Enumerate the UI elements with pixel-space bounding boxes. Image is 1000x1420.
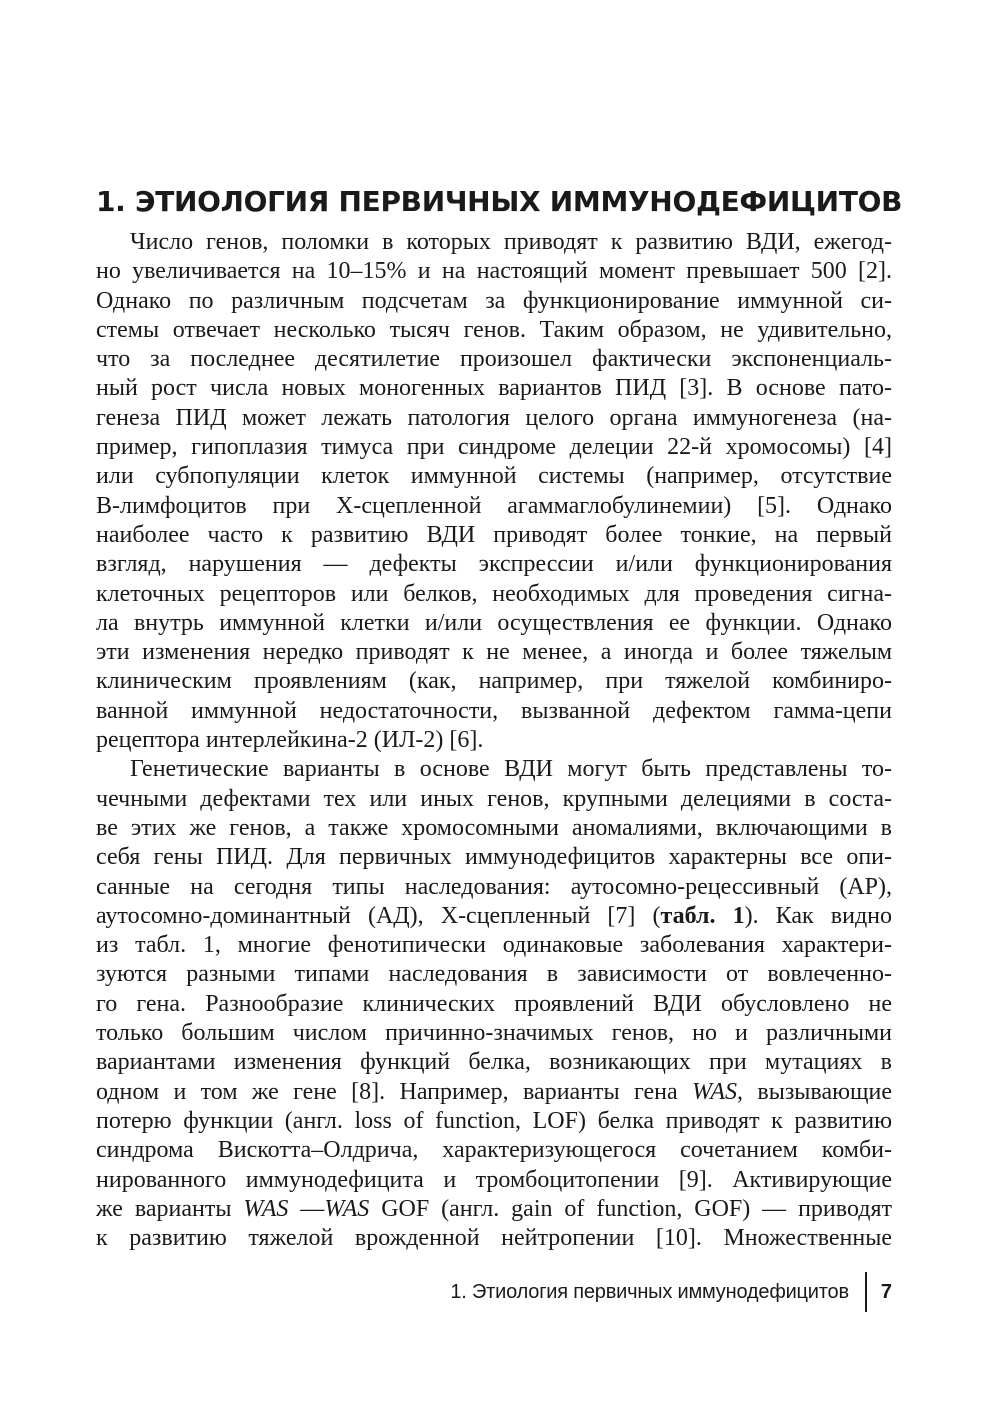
text-line: наиболее часто к развитию ВДИ приводят более тонкие, на первый: [96, 521, 892, 548]
text-line: взгляд, нарушения — дефекты экспрессии и/или функционирования: [96, 551, 892, 578]
text-line: к развитию тяжелой врожденной нейтропении [10]. Множественные: [96, 1225, 892, 1252]
text-line: потерю функции (англ. loss of function, LOF) белка приводят к развитию: [96, 1107, 892, 1134]
text-line: [96, 1078, 892, 1107]
text-line: клиническим проявлениям (как, например, при тяжелой комбиниро-: [96, 668, 892, 695]
text-line: только большим числом причинно-значимых генов, но и различными: [96, 1020, 892, 1047]
body-text: [96, 228, 892, 1253]
text-line: Число генов, поломки в которых приводят к развитию ВДИ, ежегод-: [130, 229, 892, 255]
text-line: пример, гипоплазия тимуса при синдроме делеции 22-й хромосомы) [4]: [96, 434, 892, 461]
text-line: В-лимфоцитов при Х-сцепленной агаммаглобулинемии) [5]. Однако: [96, 492, 892, 519]
text-segment: ). Как видно: [744, 902, 893, 929]
gene-name: WAS: [692, 1078, 738, 1105]
text-line: ный рост числа новых моногенных вариантов ПИД [3]. В основе пато-: [96, 375, 892, 402]
table-reference: табл. 1: [660, 902, 745, 929]
text-line: го гена. Разнообразие клинических проявлений ВДИ обусловлено не: [96, 990, 892, 1017]
text-segment: аутосомно-доминантный (АД), Х-сцепленный [7] (: [96, 902, 661, 929]
text-line: [96, 902, 892, 931]
text-line: вариантами изменения функций белка, возникающих при мутациях в: [96, 1049, 892, 1076]
text-segment: одном и том же гене [8]. Например, варианты гена: [96, 1078, 693, 1105]
text-line: Генетические варианты в основе ВДИ могут быть представлены то-: [130, 756, 892, 783]
page-number: 7: [880, 1280, 892, 1303]
chapter-heading: 1. ЭТИОЛОГИЯ ПЕРВИЧНЫХ ИММУНОДЕФИЦИТОВ: [96, 185, 903, 218]
text-line: стемы отвечает несколько тысяч генов. Таким образом, не удивительно,: [96, 316, 892, 343]
text-line: зуются разными типами наследования в зависимости от вовлеченно-: [96, 961, 892, 988]
text-line: или субпопуляции клеток иммунной системы (например, отсутствие: [96, 463, 892, 490]
running-title: 1. Этиология первичных иммунодефицитов: [450, 1280, 849, 1303]
text-line: из табл. 1, многие фенотипически одинаковые заболевания характери-: [96, 932, 892, 959]
text-line: санные на сегодня типы наследования: аутосомно-рецессивный (АР),: [96, 873, 892, 900]
text-line: синдрома Вискотта–Олдрича, характеризующегося сочетанием комби-: [96, 1137, 892, 1164]
text-line: ванной иммунной недостаточности, вызванной дефектом гамма-цепи: [96, 697, 892, 724]
page-footer: [450, 1270, 892, 1314]
text-line: [96, 1195, 892, 1224]
text-line: себя гены ПИД. Для первичных иммунодефицитов характерны все опи-: [96, 844, 892, 871]
text-segment: же варианты: [96, 1195, 244, 1222]
gene-name: WAS: [243, 1195, 289, 1222]
text-line: генеза ПИД может лежать патология целого органа иммуногенеза (на-: [96, 404, 892, 431]
text-segment: GOF (англ. gain of function, GOF) — приводят: [369, 1195, 892, 1222]
text-segment: —: [288, 1195, 325, 1222]
text-line: нированного иммунодефицита и тромбоцитопении [9]. Активирующие: [96, 1166, 892, 1193]
text-line: но увеличивается на 10–15% и на настоящий момент превышает 500 [2].: [96, 258, 892, 285]
text-segment: , вызывающие: [737, 1078, 892, 1105]
text-line: Однако по различным подсчетам за функционирование иммунной си-: [96, 287, 892, 314]
text-line: эти изменения нередко приводят к не менее, а иногда и более тяжелым: [96, 639, 892, 666]
gene-name: WAS: [324, 1195, 370, 1222]
text-line: ве этих же генов, а также хромосомными аномалиями, включающими в: [96, 814, 892, 841]
text-line: чечными дефектами тех или иных генов, крупными делециями в соста-: [96, 785, 892, 812]
text-line: ла внутрь иммунной клетки и/или осуществления ее функции. Однако: [96, 609, 892, 636]
text-line: клеточных рецепторов или белков, необходимых для проведения сигна-: [96, 580, 892, 607]
text-line: что за последнее десятилетие произошел фактически экспоненциаль-: [96, 346, 892, 373]
text-line: рецептора интерлейкина-2 (ИЛ-2) [6].: [96, 727, 484, 754]
